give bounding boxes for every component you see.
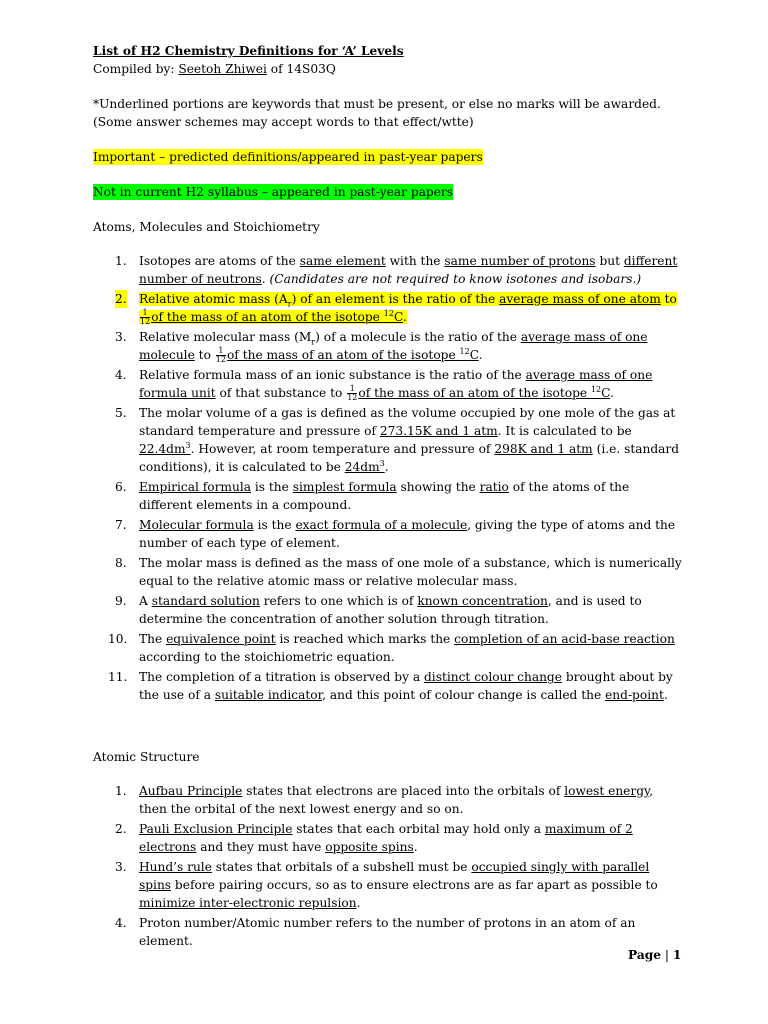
fraction-one-twelfth: $\frac{1}{12}$ [140, 308, 151, 326]
fraction-one-twelfth: $\frac{1}{12}$ [347, 384, 358, 402]
fraction-one-twelfth: $\frac{1}{12}$ [215, 346, 226, 364]
atoms-definitions-list [93, 252, 683, 704]
item-number: 11. [108, 670, 128, 684]
item-number: 10. [108, 632, 128, 646]
item-number: 8. [115, 556, 127, 570]
list-item [93, 820, 683, 856]
list-item [93, 782, 683, 818]
item-text: Proton number/Atomic number refers to the number of protons in an atom of an element. [139, 916, 636, 948]
item-number: 1. [115, 254, 127, 268]
list-item [93, 404, 683, 476]
item-number: 4. [115, 368, 127, 382]
list-item [93, 252, 683, 288]
item-number: 3. [115, 860, 127, 874]
item-number: 1. [115, 784, 127, 798]
legend-not-in-syllabus-text: Not in current H2 syllabus – appeared in past-year papers [93, 185, 454, 199]
author-name: Seetoh Zhiwei [178, 62, 267, 76]
document-title: List of H2 Chemistry Definitions for ‘A’ Levels [93, 44, 404, 58]
list-item [93, 914, 683, 950]
item-number: 2. [115, 292, 127, 306]
item-text: A standard solution refers to one which is of known concentration, and is used to determine the concentration of another solution through titration. [139, 594, 642, 626]
item-text: Relative atomic mass $(A_r)$ of an element is the ratio of the average mass of one atom to $\frac{1}{12}$ of the mass of an atom of the isotope $^{12}$C. [139, 292, 677, 326]
legend-not-in-syllabus [93, 183, 683, 201]
atomic-structure-list [93, 782, 683, 950]
item-text: Isotopes are atoms of the same element with the same number of protons but different number of neutrons. (Candidates are not required to know isotones and isobars.) [139, 254, 678, 286]
page-separator: | [661, 948, 673, 962]
section-title-atoms: Atoms, Molecules and Stoichiometry [93, 220, 320, 234]
item-number: 2. [115, 822, 127, 836]
item-text: The completion of a titration is observed by a distinct colour change brought about by the use of a suitable indicator, and this point of colour change is called the end-point. [139, 670, 673, 702]
legend-important [93, 148, 683, 166]
list-item [93, 366, 683, 402]
item-text: Aufbau Principle states that electrons are placed into the orbitals of lowest energy, then the orbital of the next lowest energy and so on. [139, 784, 654, 816]
item-text: Hund’s rule states that orbitals of a subshell must be occupied singly with parallel spins before pairing occurs, so as to ensure electrons are as far apart as possible to minimize inter-electronic repulsion. [139, 860, 658, 910]
item-text: Empirical formula is the simplest formula showing the ratio of the atoms of the different elements in a compound. [139, 480, 630, 512]
section-title-atomic-structure: Atomic Structure [93, 750, 200, 764]
note-line-2: (Some answer schemes may accept words to that effect/wtte) [93, 115, 474, 129]
legend-important-text: Important – predicted definitions/appeared in past-year papers [93, 150, 483, 164]
compiled-prefix: Compiled by: [93, 62, 179, 76]
compiled-suffix: of 14S03Q [266, 62, 336, 76]
item-number: 7. [115, 518, 127, 532]
list-item [93, 668, 683, 704]
item-number: 6. [115, 480, 127, 494]
compiled-by-line [93, 60, 683, 78]
list-item [93, 554, 683, 590]
list-item [93, 630, 683, 666]
underline-note [93, 95, 683, 131]
page-label: Page [628, 948, 662, 962]
item-number: 5. [115, 406, 127, 420]
item-text: Relative molecular mass $(M_r)$ of a molecule is the ratio of the average mass of one molecule to $\frac{1}{12}$ of the mass of an atom of the isotope $^{12}$C. [139, 330, 648, 364]
item-text: The equivalence point is reached which marks the completion of an acid-base reaction according to the stoichiometric equation. [139, 632, 675, 664]
list-item [93, 858, 683, 912]
list-item [93, 478, 683, 514]
list-item [93, 592, 683, 628]
note-line-1: *Underlined portions are keywords that must be present, or else no marks will be awarded. [93, 97, 661, 111]
item-text: Molecular formula is the exact formula of a molecule, giving the type of atoms and the number of each type of element. [139, 518, 676, 550]
item-text: The molar mass is defined as the mass of one mole of a substance, which is numerically equal to the relative atomic mass or relative molecular mass. [139, 556, 682, 588]
document-page [93, 42, 683, 952]
item-number: 3. [115, 330, 127, 344]
page-footer [628, 948, 681, 962]
page-number: 1 [672, 948, 682, 962]
list-item [93, 516, 683, 552]
item-number: 4. [115, 916, 127, 930]
item-text: Pauli Exclusion Principle states that each orbital may hold only a maximum of 2 electrons and they must have opposite spins. [139, 822, 633, 854]
list-item-important [93, 290, 683, 326]
list-item [93, 328, 683, 364]
item-text: The molar volume of a gas is defined as the volume occupied by one mole of the gas at standard temperature and pressure of 273.15K and 1 atm. It is calculated to be $22.4dm^3$. However, at room temperature and pressure of 298K and 1 atm (i.e. standard conditions), it is calculated to be $24dm^3$. [139, 406, 680, 474]
item-number: 9. [115, 594, 127, 608]
item-text: Relative formula mass of an ionic substance is the ratio of the average mass of one formula unit of that substance to $\frac{1}{12}$ of the mass of an atom of the isotope $^{12}$C. [139, 368, 653, 402]
